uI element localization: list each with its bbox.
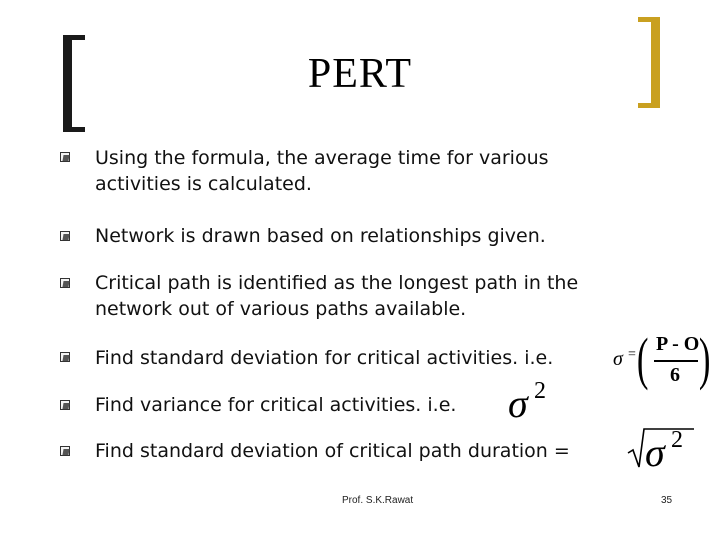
left-bracket-top bbox=[63, 35, 85, 40]
bullet-3 bbox=[95, 270, 635, 322]
checkbox-square-icon bbox=[60, 400, 70, 410]
bullet-1-line-1: Using the formula, the average time for various bbox=[95, 147, 549, 169]
bullet-1-line-2: activities is calculated. bbox=[95, 173, 312, 195]
std-dev-formula bbox=[612, 326, 712, 392]
sigma-symbol: σ bbox=[613, 348, 623, 370]
bullet-4 bbox=[95, 345, 635, 371]
exponent: 2 bbox=[534, 378, 546, 404]
bullet-2-line-1: Network is drawn based on relationships given. bbox=[95, 225, 546, 247]
right-bracket-top bbox=[638, 17, 660, 22]
checkbox-square-icon bbox=[60, 231, 70, 241]
bullet-5-line-1: Find variance for critical activities. i.e. bbox=[95, 394, 457, 416]
open-paren: ( bbox=[636, 326, 649, 391]
page-number: 35 bbox=[661, 495, 673, 506]
variance-formula bbox=[508, 378, 558, 426]
formula-numerator: P - O bbox=[656, 333, 700, 355]
bullet-3-line-2: network out of various paths available. bbox=[95, 298, 467, 320]
checkbox-square-icon bbox=[60, 278, 70, 288]
bullet-1 bbox=[95, 145, 635, 197]
bullet-4-line-1: Find standard deviation for critical activities. i.e. bbox=[95, 347, 554, 369]
right-bracket-bottom bbox=[638, 103, 660, 108]
checkbox-square-icon bbox=[60, 352, 70, 362]
exponent: 2 bbox=[671, 427, 683, 453]
footer-author: Prof. S.K.Rawat bbox=[342, 495, 414, 506]
checkbox-square-icon bbox=[60, 152, 70, 162]
bullet-2 bbox=[95, 223, 635, 249]
bullet-6 bbox=[95, 438, 635, 464]
bullet-3-line-1: Critical path is identified as the longest path in the bbox=[95, 272, 579, 294]
close-paren: ) bbox=[698, 326, 711, 391]
bullet-6-line-1: Find standard deviation of critical path duration = bbox=[95, 440, 570, 462]
path-std-dev-formula bbox=[626, 425, 696, 475]
sigma-symbol: σ bbox=[508, 381, 528, 426]
left-bracket-bottom bbox=[63, 127, 85, 132]
checkbox-square-icon bbox=[60, 446, 70, 456]
fraction-bar bbox=[654, 360, 698, 362]
formula-denominator: 6 bbox=[670, 364, 680, 386]
equals-sign: = bbox=[628, 347, 636, 362]
sigma-symbol: σ bbox=[645, 430, 665, 475]
slide-title: PERT bbox=[307, 51, 413, 97]
